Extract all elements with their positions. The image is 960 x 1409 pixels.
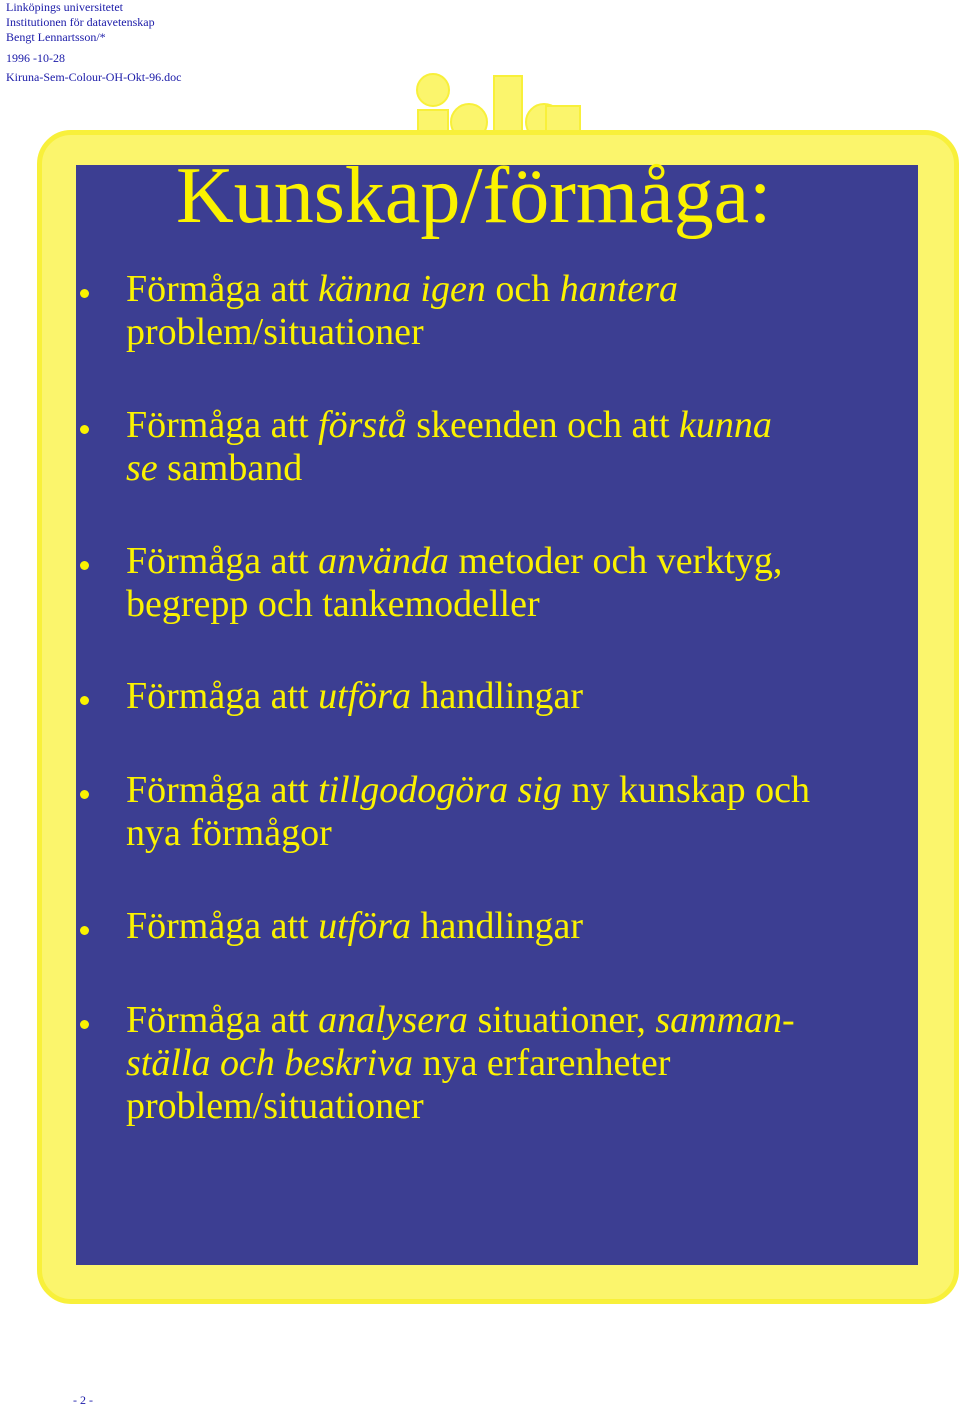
bullet-line [126,268,916,311]
text-run: metoder och verktyg, [448,540,783,582]
bullet-text [126,268,916,354]
text-run: Förmåga att [126,404,319,446]
emphasized-text: tillgodogöra sig [318,769,562,811]
emphasized-text: hantera [559,268,678,310]
emphasized-text: analysera [318,999,468,1041]
bullet-dot-icon [80,790,89,799]
text-run: situationer, [467,999,656,1041]
text-run: handlingar [410,675,583,717]
text-run: skeenden och att [406,404,679,446]
header-department: Institutionen för datavetenskap [6,15,155,29]
text-run: Förmåga att [126,675,319,717]
bullet-text [126,905,916,948]
emphasized-text: kunna [679,404,772,446]
text-run: nya förmågor [126,812,332,854]
bullet-line [126,583,916,626]
document-header [6,0,181,85]
slide-title: Kunskap/förmåga: [176,152,772,240]
bullet-dot-icon [80,561,89,570]
bullet-text [126,999,916,1128]
bullet-dot-icon [80,1020,89,1029]
header-date: 1996 -10-28 [6,51,65,65]
text-run: Förmåga att [126,268,319,310]
page-number: - 2 - [73,1393,93,1407]
emphasized-text: se [126,447,158,489]
header-filename: Kiruna-Sem-Colour-OH-Okt-96.doc [6,70,182,84]
emphasized-text: förstå [318,404,407,446]
bullet-dot-icon [80,425,89,434]
text-run: begrepp och tankemodeller [126,583,540,625]
bullet-dot-icon [80,696,89,705]
bullet-line [126,1042,916,1085]
emphasized-text: utföra [318,675,411,717]
text-run: ny kunskap och [561,769,810,811]
emphasized-text: ställa och beskriva [126,1042,414,1084]
header-author: Bengt Lennartsson/* [6,30,106,44]
text-run: problem/situationer [126,311,424,353]
emphasized-text: använda [318,540,449,582]
text-run: och [485,268,560,310]
text-run: Förmåga att [126,905,319,947]
bullet-text [126,404,916,490]
bullet-line [126,447,916,490]
bullet-dot-icon [80,289,89,298]
bullet-line [126,905,916,948]
text-run: Förmåga att [126,769,319,811]
bullet-line [126,675,916,718]
bullet-line [126,769,916,812]
text-run: samband [157,447,303,489]
bullet-dot-icon [80,926,89,935]
header-university: Linköpings universitetet [6,0,123,14]
bullet-line [126,311,916,354]
bullet-line [126,999,916,1042]
text-run: nya erfarenheter [413,1042,671,1084]
text-run: problem/situationer [126,1085,424,1127]
emphasized-text: utföra [318,905,411,947]
bullet-text [126,769,916,855]
bullet-line [126,1085,916,1128]
emphasized-text: samman- [655,999,795,1041]
text-run: Förmåga att [126,999,319,1041]
bullet-line [126,404,916,447]
text-run: Förmåga att [126,540,319,582]
text-run: handlingar [410,905,583,947]
bullet-text [126,540,916,626]
emphasized-text: känna igen [318,268,486,310]
bullet-line [126,812,916,855]
bullet-text [126,675,916,718]
bullet-line [126,540,916,583]
